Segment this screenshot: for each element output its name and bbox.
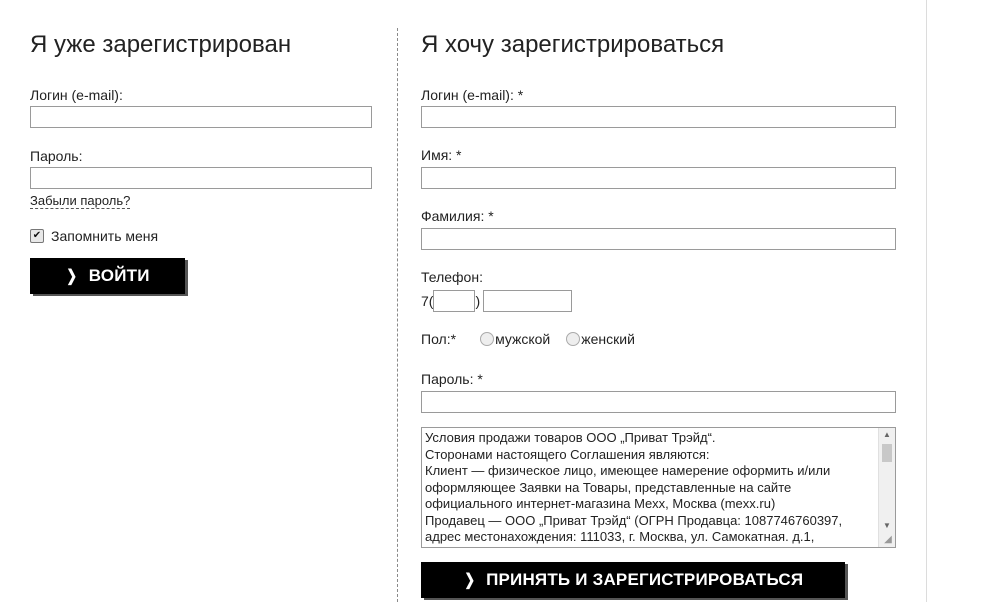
terms-text [425,430,877,546]
column-divider [397,28,398,602]
login-title: Я уже зарегистрирован [30,31,292,58]
first-name-label: Имя: * [421,147,462,163]
terms-line: оформляющее Заявки на Товары, представленные на сайте [425,479,792,495]
register-password-input[interactable] [421,391,896,413]
page-right-border [926,0,927,602]
login-button[interactable] [30,258,185,294]
register-email-input[interactable] [421,106,896,128]
login-password-label: Пароль: [30,148,83,164]
forgot-password-link[interactable]: Забыли пароль? [30,193,131,208]
phone-row [421,290,572,312]
login-button-label: ВОЙТИ [88,266,150,285]
login-password-input[interactable] [30,167,372,189]
remember-me-row [30,228,158,244]
terms-textarea[interactable] [421,427,896,548]
register-button-label: ПРИНЯТЬ И ЗАРЕГИСТРИРОВАТЬСЯ [486,570,804,589]
terms-scrollbar[interactable] [878,428,895,547]
terms-line: Клиент — физическое лицо, имеющее намерение оформить и/или [425,463,831,478]
terms-line: Продавец — ООО „Приват Трэйд“ (ОГРН Продавца: 1087746760397, [425,512,843,528]
register-button[interactable] [421,562,845,598]
forgot-password-link-wrap [30,192,130,210]
register-email-label: Логин (e-mail): * [421,87,524,103]
phone-label: Телефон: [421,269,483,285]
remember-me-checkbox[interactable]: ✔ [30,229,44,243]
first-name-input[interactable] [421,167,896,189]
gender-female-radio[interactable] [566,332,580,346]
chevron-right-icon: ❯ [66,268,78,285]
register-password-label: Пароль: * [421,371,483,387]
phone-prefix: 7( [421,293,434,309]
phone-number-input[interactable] [483,290,572,312]
gender-label: Пол:* [421,331,457,347]
resize-grip-icon[interactable]: ◢ [884,534,892,545]
phone-paren-close: ) [475,293,481,309]
register-title: Я хочу зарегистрироваться [421,31,725,58]
scroll-up-icon[interactable]: ▲ [883,430,891,439]
gender-row [421,331,635,347]
terms-line: Сторонами настоящего Соглашения являются: [425,446,710,462]
chevron-right-icon: ❯ [463,572,475,589]
phone-code-input[interactable] [433,290,475,312]
scroll-thumb[interactable] [882,444,892,462]
terms-line: официального интернет-магазина Mexx, Москва (mexx.ru) [425,496,776,511]
gender-male-label[interactable]: мужской [495,331,551,347]
terms-line: Условия продажи товаров ООО „Приват Трэйд“. [425,430,716,445]
last-name-label: Фамилия: * [421,208,494,224]
remember-me-label: Запомнить меня [51,228,159,244]
last-name-input[interactable] [421,228,896,250]
gender-male-radio[interactable] [480,332,494,346]
login-email-label: Логин (e-mail): [30,87,123,103]
login-email-input[interactable] [30,106,372,128]
terms-line: адрес местонахождения: 111033, г. Москва, ул. Самокатная. д.1, [425,529,815,544]
gender-female-label[interactable]: женский [581,331,635,347]
scroll-down-icon[interactable]: ▼ [883,521,891,530]
